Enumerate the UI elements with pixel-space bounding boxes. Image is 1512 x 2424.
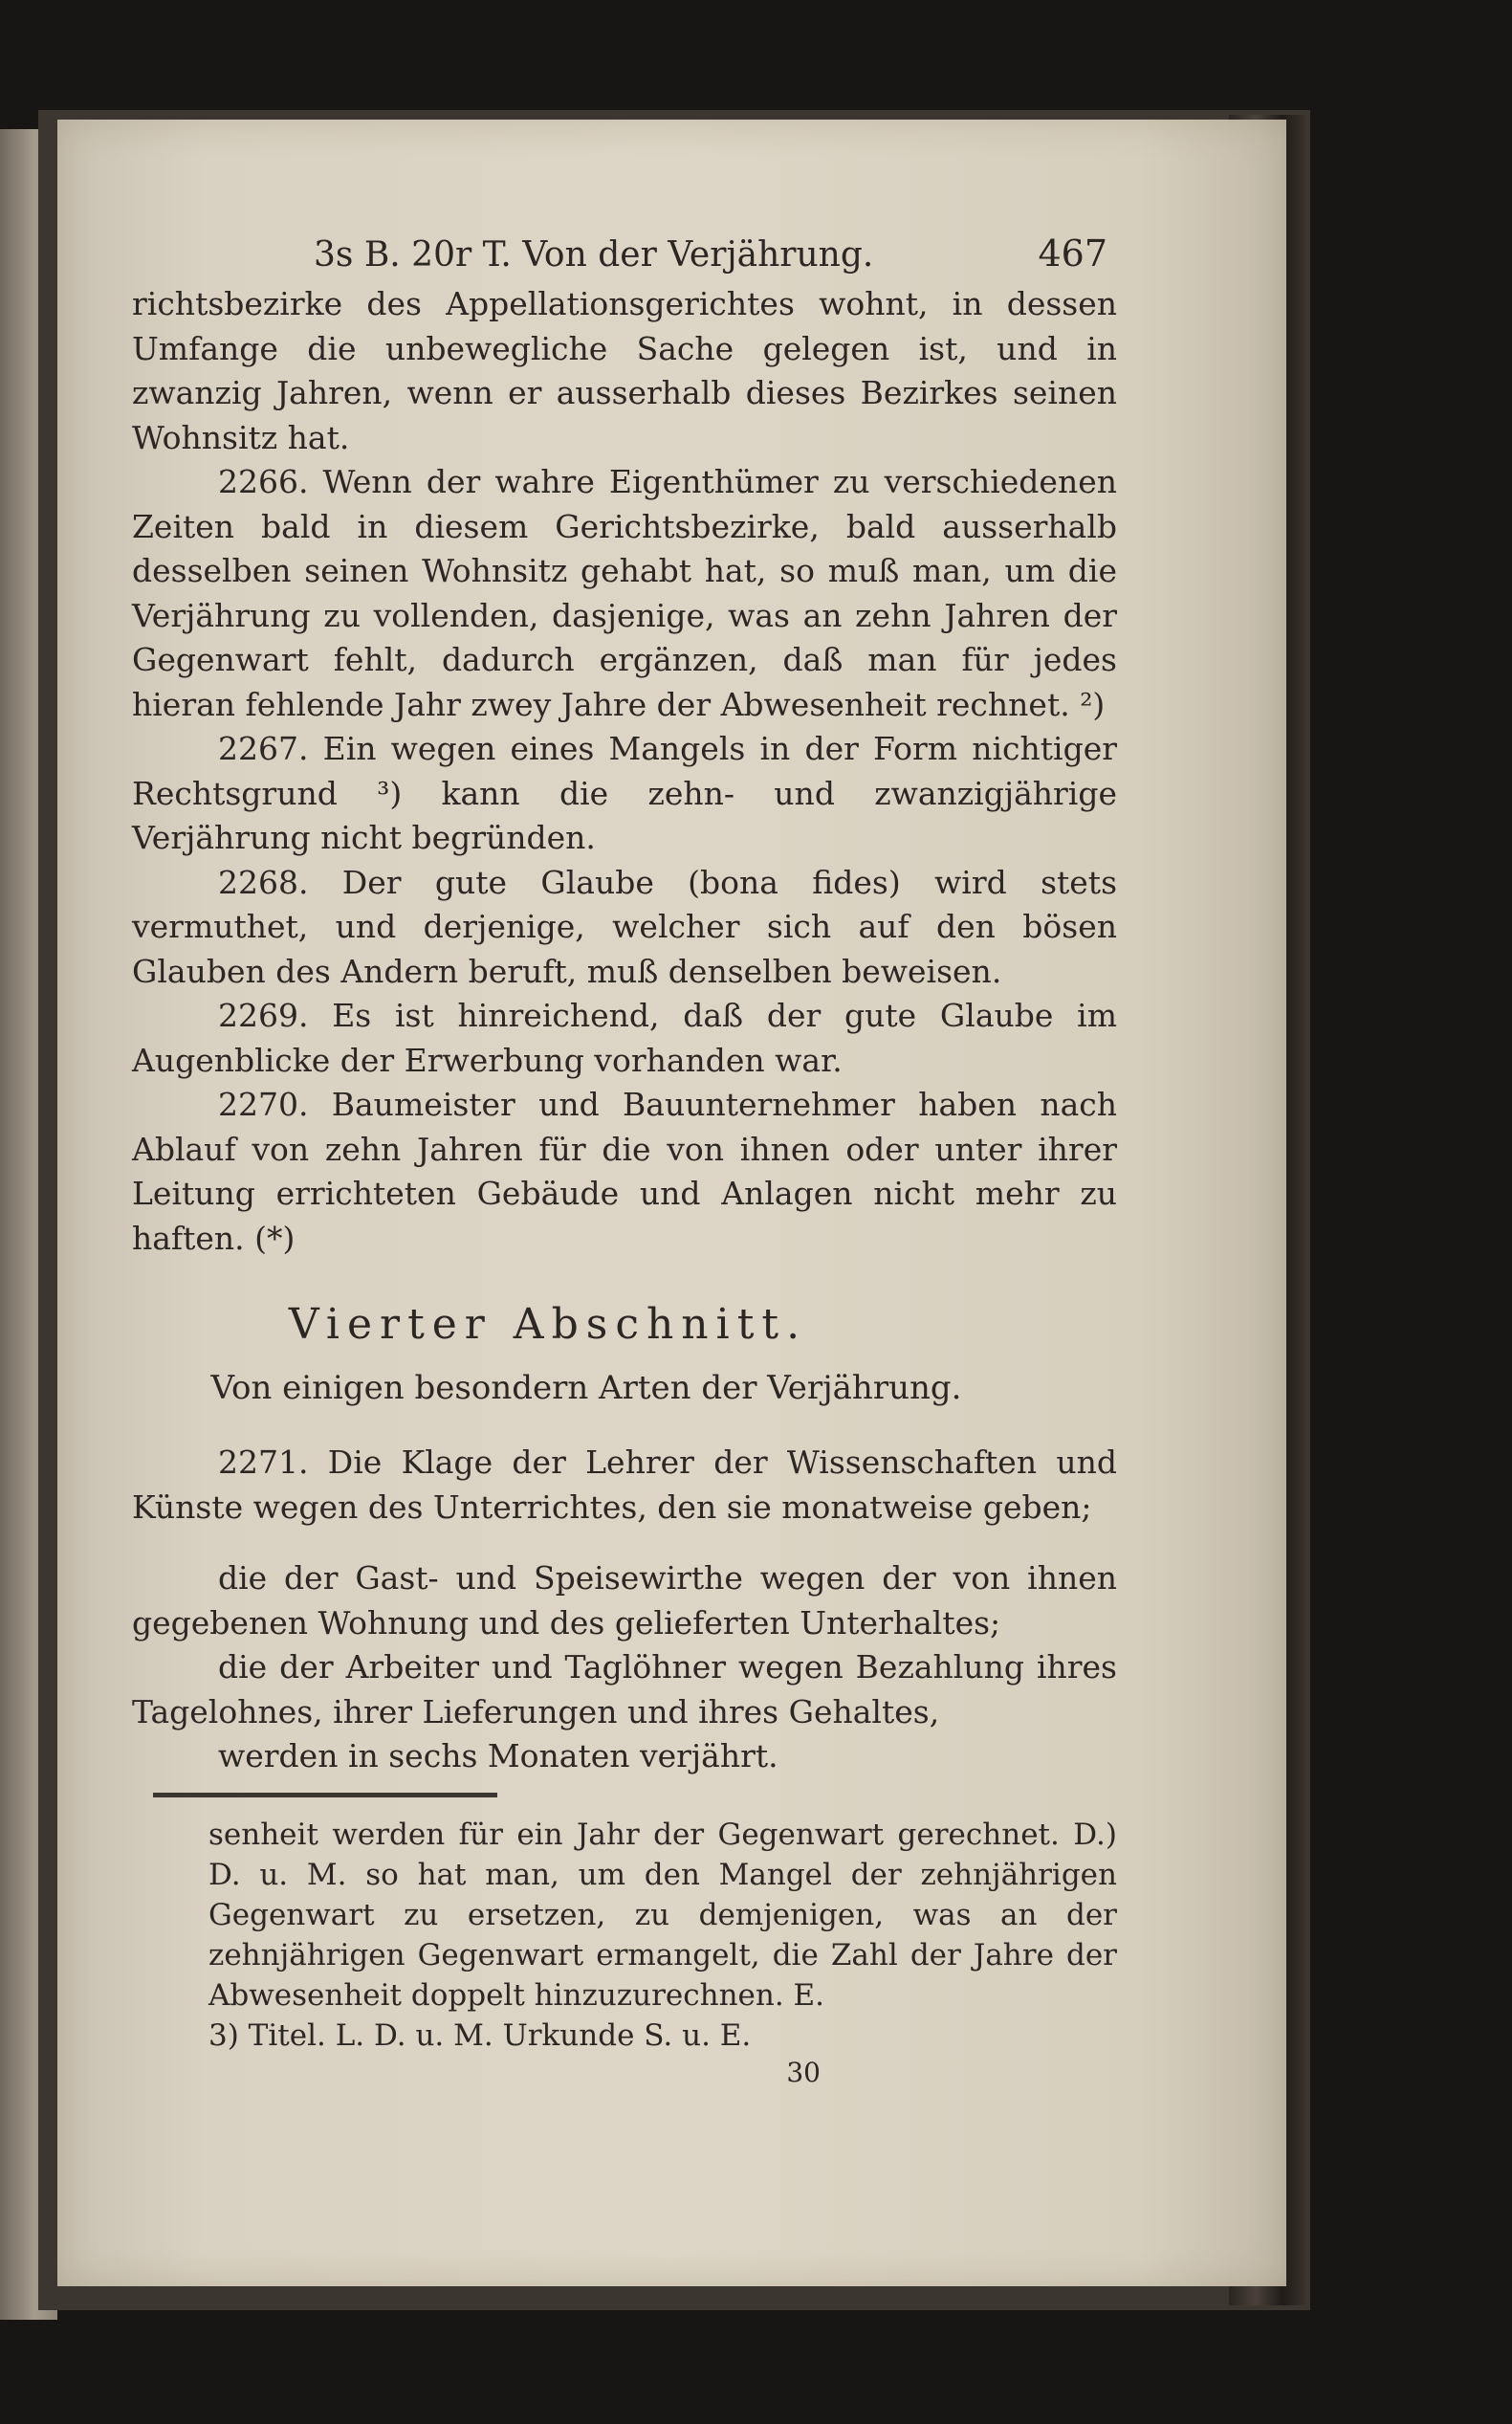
running-header [132, 225, 1117, 282]
section-heading: Vierter Abschnitt. [288, 1300, 808, 1349]
page-number: 467 [1038, 232, 1107, 275]
paragraph-2266: 2266. Wenn der wahre Eigenthümer zu verschiedenen Zeiten bald in diesem Gerichtsbezirke, bald ausserhalb desselben seinen Wohnsitz gehabt hat, so muß man, um die Verjährung zu vollenden, dasjenige, was an zehn Jahren der Gegenwart fehlt, dadurch ergänzen, daß man für jedes hieran fehlende Jahr zwey Jahre der Abwesenheit rechnet. ²) [132, 463, 1117, 723]
paragraph-2271-part-b: die der Gast- und Speisewirthe wegen der von ihnen gegebenen Wohnung und des gelieferten Unterhaltes; [132, 1559, 1117, 1642]
paragraph-continuation: richtsbezirke des Appellationsgerichtes wohnt, in dessen Umfange die unbewegliche Sache gelegen ist, und in zwanzig Jahren, wenn er ausserhalb dieses Bezirkes seinen Wohnsitz hat. [132, 285, 1117, 456]
paragraph-2268: 2268. Der gute Glaube (bona fides) wird stets vermuthet, und derjenige, welcher sich auf den bösen Glauben des Andern beruft, muß denselben beweisen. [132, 863, 1117, 990]
footnote-continuation: senheit werden für ein Jahr der Gegenwart gerechnet. D.) D. u. M. so hat man, um den Mangel der zehnjährigen Gegenwart zu ersetzen, zu demjenigen, was an der zehnjährigen Gegenwart ermangelt, die Zahl der Jahre der Abwesenheit doppelt hinzuzurechnen. E. [208, 1817, 1117, 2013]
footnotes [132, 1815, 1117, 2056]
paragraph-2271-part-a: 2271. Die Klage der Lehrer der Wissenschaften und Künste wegen des Unterrichtes, den sie monatweise geben; [132, 1443, 1117, 1526]
paragraph-2271-part-d: werden in sechs Monaten verjährt. [218, 1737, 778, 1774]
footnote-rule [153, 1793, 497, 1797]
paragraph-2269: 2269. Es ist hinreichend, daß der gute Glaube im Augenblicke der Erwerbung vorhanden war. [132, 997, 1117, 1079]
page-content [132, 225, 1117, 2090]
footnote-3: 3) Titel. L. D. u. M. Urkunde S. u. E. [208, 2017, 752, 2053]
printer-signature: 30 [786, 2056, 821, 2088]
paragraph-2270: 2270. Baumeister und Bauunternehmer haben nach Ablauf von zehn Jahren für die von ihnen oder unter ihrer Leitung errichteten Gebäude und Anlagen nicht mehr zu haften. (*) [132, 1086, 1117, 1257]
running-title: 3s B. 20r T. Von der Verjährung. [314, 235, 874, 275]
section-subheading: Von einigen besondern Arten der Verjährung. [210, 1369, 962, 1407]
paragraph-2267: 2267. Ein wegen eines Mangels in der Form nichtiger Rechtsgrund ³) kann die zehn- und zwanzigjährige Verjährung nicht begründen. [132, 730, 1117, 856]
paragraph-2271-part-c: die der Arbeiter und Taglöhner wegen Bezahlung ihres Tagelohnes, ihrer Lieferungen und ihres Gehaltes, [132, 1648, 1117, 1730]
